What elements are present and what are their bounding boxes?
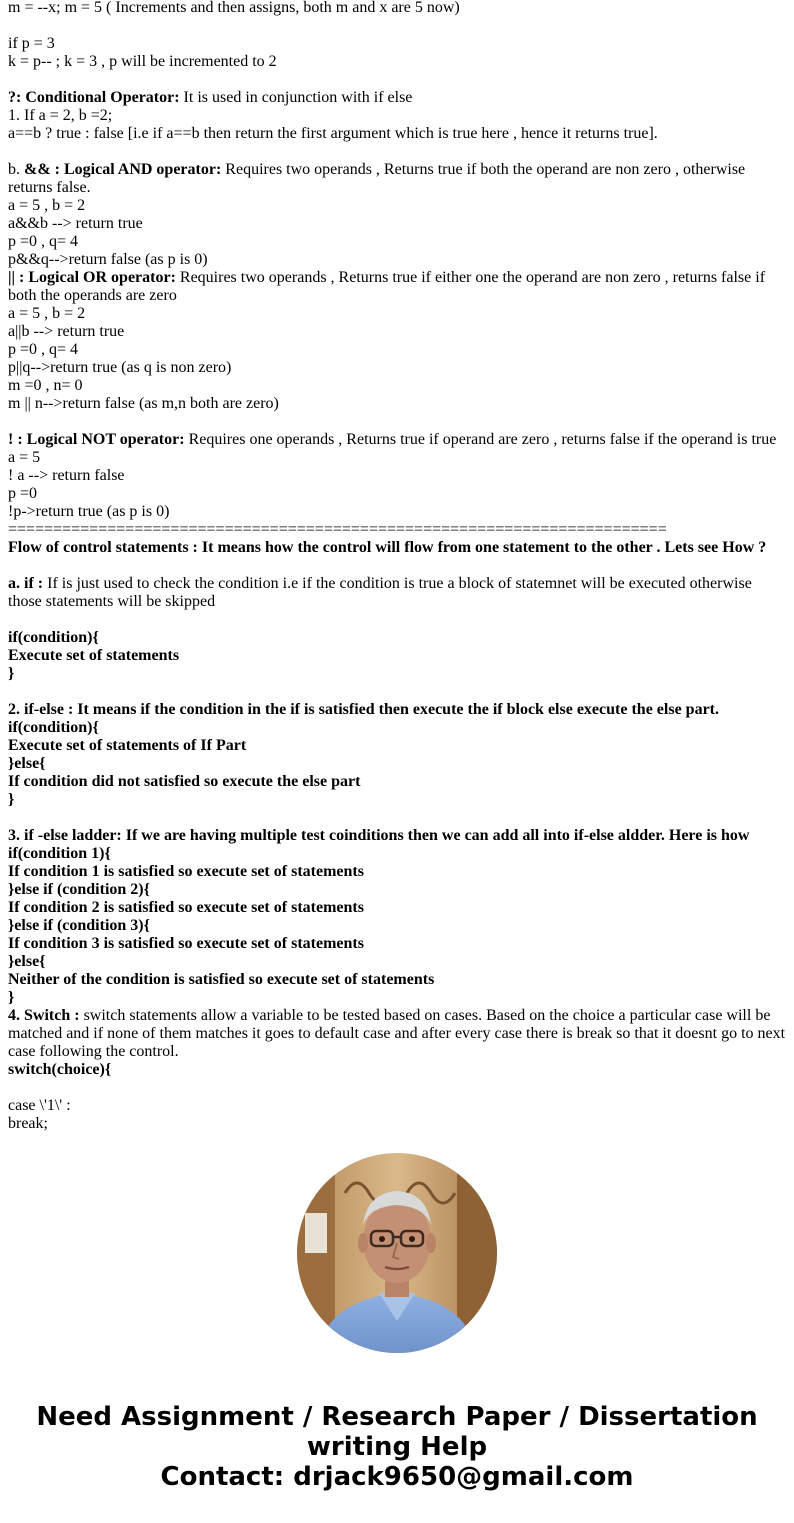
description: Requires one operands , Returns true if operand are zero , returns false if the operand is true (184, 431, 777, 448)
text-line: m || n-->return false (as m,n both are zero) (8, 395, 279, 412)
text-line: if p = 3 (8, 35, 55, 52)
code-text: } (8, 665, 15, 682)
term: ! : Logical NOT operator: (8, 431, 185, 448)
logical-or-paragraph (8, 269, 786, 305)
term: || : Logical OR operator: (8, 269, 176, 286)
text-line: a = 5 (8, 449, 41, 466)
conditional-operator-paragraph (8, 89, 786, 107)
text-line: m = --x; m = 5 ( Increments and then assigns, both m and x are 5 now) (8, 0, 460, 16)
code-text: }else{ (8, 953, 46, 970)
text-line: a = 5 , b = 2 (8, 197, 86, 214)
logical-and-paragraph (8, 161, 786, 197)
code-text: Execute set of statements of If Part (8, 737, 247, 754)
text-line: a&&b --> return true (8, 215, 143, 232)
term: 4. Switch : (8, 1007, 80, 1024)
code-line (8, 665, 786, 683)
if-else-ladder-heading (8, 827, 786, 845)
text-line: m =0 , n= 0 (8, 377, 83, 394)
text-line: !p->return true (as p is 0) (8, 503, 170, 520)
code-text: Neither of the condition is satisfied so execute set of statements (8, 971, 435, 988)
text-line: p||q-->return true (as q is non zero) (8, 359, 232, 376)
text-line: p =0 , q= 4 (8, 341, 79, 358)
description: Requires two operands , Returns true if either one the operand are non zero , returns false if both the operands are zero (8, 269, 766, 304)
code-text: if(condition){ (8, 629, 99, 646)
code-text: if(condition){ (8, 719, 99, 736)
text-line: a||b --> return true (8, 323, 125, 340)
text-line: break; (8, 1115, 48, 1132)
heading-text: 3. if -else ladder: If we are having multiple test coinditions then we can add all into if-else aldder. Here is how (8, 827, 750, 844)
text-line: case \'1\' : (8, 1097, 71, 1114)
text-line: a = 5 , b = 2 (8, 305, 86, 322)
code-line (8, 629, 786, 647)
code-line (8, 755, 786, 773)
code-text: If condition 3 is satisfied so execute set of statements (8, 935, 364, 952)
code-line (8, 917, 786, 935)
code-text: }else if (condition 2){ (8, 881, 150, 898)
code-text: } (8, 791, 15, 808)
logical-not-paragraph (8, 431, 786, 449)
code-line (8, 863, 786, 881)
heading-text: 2. if-else : It means if the condition in the if is satisfied then execute the if block else execute the else part. (8, 701, 719, 718)
code-text: If condition did not satisfied so execute the else part (8, 773, 361, 790)
code-text: If condition 1 is satisfied so execute set of statements (8, 863, 364, 880)
description: It is used in conjunction with if else (179, 89, 413, 106)
switch-paragraph (8, 1007, 786, 1061)
heading-text: Flow of control statements : It means how the control will flow from one statement to the other . Lets see How ? (8, 539, 767, 556)
code-line (8, 953, 786, 971)
text-line: ! a --> return false (8, 467, 125, 484)
prefix: b. (8, 161, 24, 178)
separator-line: ========================================================================= (8, 521, 667, 538)
description: Requires two operands , Returns true if both the operand are non zero , otherwise returns false. (8, 161, 746, 196)
code-line (8, 737, 786, 755)
code-line (8, 935, 786, 953)
code-line (8, 989, 786, 1007)
flow-heading (8, 539, 786, 557)
text-line: 1. If a = 2, b =2; (8, 107, 113, 124)
code-text: } (8, 989, 15, 1006)
code-text: Execute set of statements (8, 647, 180, 664)
if-else-heading (8, 701, 786, 719)
code-line (8, 971, 786, 989)
code-line (8, 881, 786, 899)
code-line (8, 773, 786, 791)
text-line: k = p-- ; k = 3 , p will be incremented to 2 (8, 53, 277, 70)
description: If is just used to check the condition i.e if the condition is true a block of statemnet will be executed otherwise those statements will be skipped (8, 575, 752, 610)
code-text: switch(choice){ (8, 1061, 112, 1078)
code-line (8, 647, 786, 665)
code-line (8, 845, 786, 863)
code-text: }else{ (8, 755, 46, 772)
text-line: a==b ? true : false [i.e if a==b then return the first argument which is true here , hence it returns true]. (8, 125, 658, 142)
code-text: }else if (condition 3){ (8, 917, 150, 934)
code-line (8, 1061, 786, 1079)
code-line (8, 899, 786, 917)
promo-headline: Need Assignment / Research Paper / Dissertation writing Help (36, 1402, 758, 1462)
code-text: if(condition 1){ (8, 845, 111, 862)
text-line: p =0 , q= 4 (8, 233, 79, 250)
promo-footer (0, 1402, 794, 1492)
term: ?: Conditional Operator: (8, 89, 180, 106)
author-photo-illustration (297, 1153, 497, 1353)
term: && : Logical AND operator: (24, 161, 222, 178)
term: a. if : (8, 575, 44, 592)
text-line: p =0 (8, 485, 38, 502)
description: switch statements allow a variable to be tested based on cases. Based on the choice a particular case will be matched and if none of them matches it goes to default case and after every case there is break so that it doesnt go to next case following the control. (8, 1007, 786, 1060)
code-line (8, 791, 786, 809)
contact-email: Contact: drjack9650@gmail.com (160, 1462, 634, 1492)
author-photo (297, 1153, 497, 1353)
code-text: If condition 2 is satisfied so execute set of statements (8, 899, 364, 916)
if-paragraph (8, 575, 786, 611)
code-line (8, 719, 786, 737)
article-body (8, 0, 786, 1133)
text-line: p&&q-->return false (as p is 0) (8, 251, 208, 268)
